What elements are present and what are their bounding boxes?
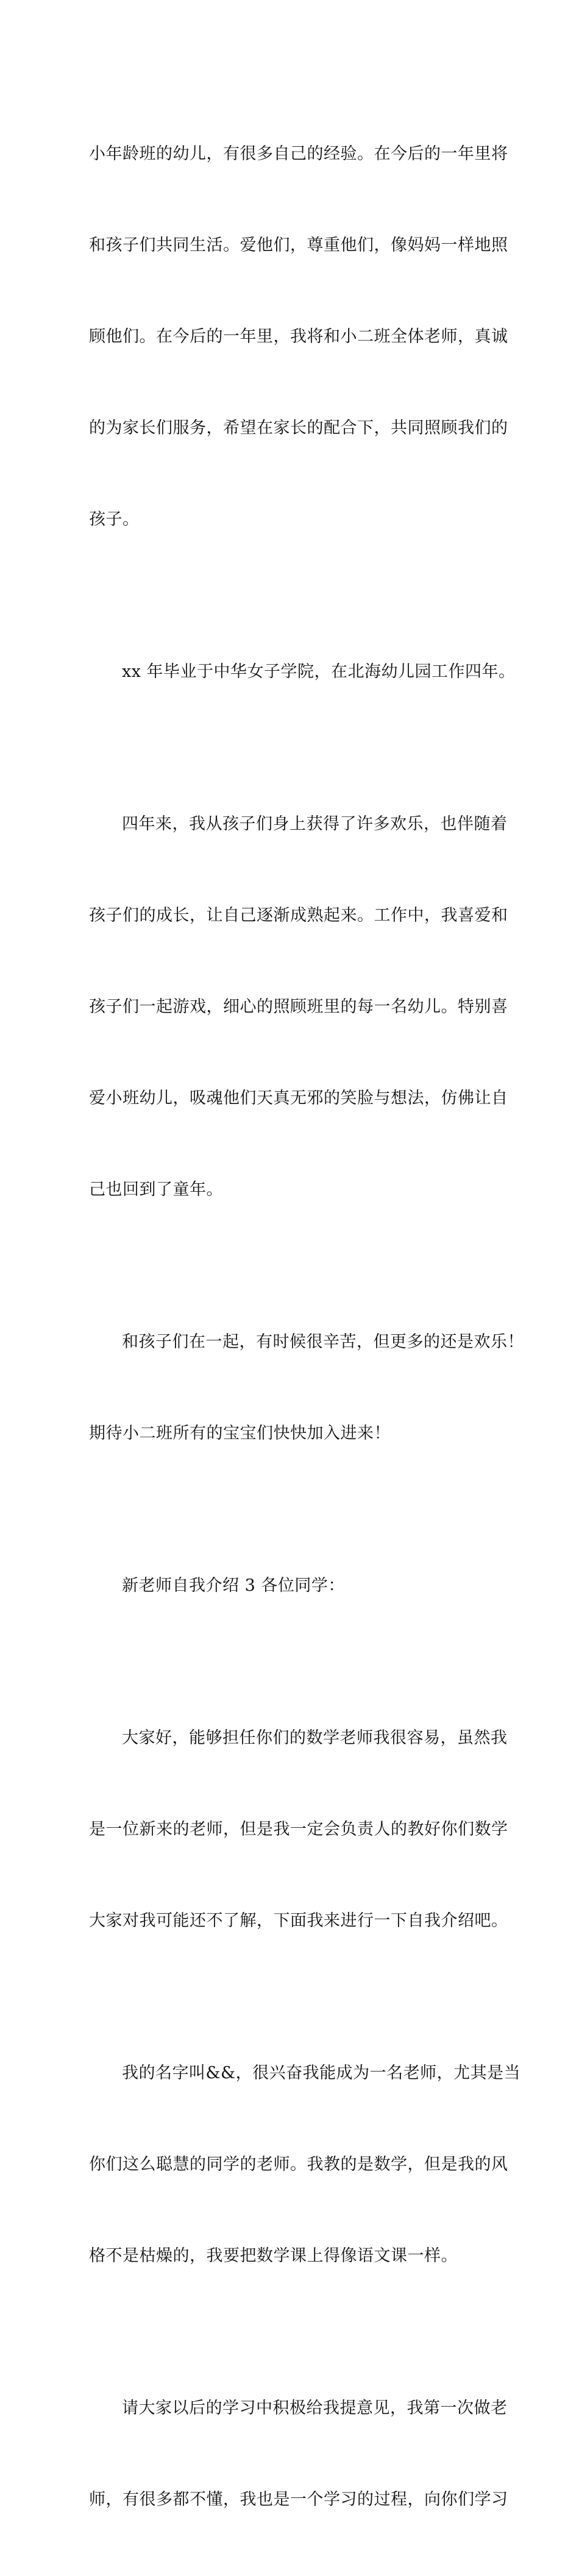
text-line: 我的名字叫&&，很兴奋我能成为一名老师，尤其是当 (122, 2064, 521, 2082)
text-line: 孩子。 (89, 510, 140, 529)
paragraph (89, 2332, 510, 2576)
text-line: 爱小班幼儿，吸魂他们天真无邪的笑脸与想法，仿佛让自 (89, 1089, 508, 1108)
text-line: 己也回到了童年。 (89, 1180, 223, 1199)
text-line: 的为家长们服务，希望在家长的配合下，共同照顾我们的 (89, 419, 508, 437)
paragraph (89, 1662, 510, 1997)
text-line: 师，有很多都不懂，我也是一个学习的过程，向你们学习 (89, 2490, 508, 2509)
paragraph (89, 1510, 510, 1662)
paragraph (89, 1997, 521, 2332)
text-line: 四年来，我从孩子们身上获得了许多欢乐，也伴随着 (122, 815, 508, 833)
paragraph (89, 596, 516, 748)
text-line: 你们这么聪慧的同学的老师。我教的是数学，但是我的风 (89, 2155, 508, 2174)
document-body (89, 78, 524, 2576)
text-line: 期待小二班所有的宝宝们快快加入进来！ (89, 1424, 391, 1443)
paragraph (89, 748, 510, 1266)
paragraph (89, 1266, 524, 1510)
text-line: 小年龄班的幼儿，有很多自己的经验。在今后的一年里将 (89, 144, 508, 163)
section-heading: 新老师自我介绍 3 各位同学： (122, 1576, 345, 1595)
text-line: 孩子们的成长，让自己逐渐成熟起来。工作中，我喜爱和 (89, 906, 508, 925)
paragraph (89, 78, 510, 596)
text-line: 孩子们一起游戏，细心的照顾班里的每一名幼儿。特别喜 (89, 997, 508, 1016)
text-line: 顾他们。在今后的一年里，我将和小二班全体老师，真诚 (89, 327, 508, 346)
text-line: 大家对我可能还不了解，下面我来进行一下自我介绍吧。 (89, 1911, 508, 1930)
text-line: 请大家以后的学习中积极给我提意见，我第一次做老 (122, 2399, 508, 2418)
text-line: 和孩子们在一起，有时候很辛苦，但更多的还是欢乐！ (122, 1332, 524, 1351)
text-line: 大家好，能够担任你们的数学老师我很容易，虽然我 (122, 1729, 508, 1747)
text-line: 是一位新来的老师，但是我一定会负责人的教好你们数学 (89, 1820, 508, 1839)
text-line: 格不是枯燥的，我要把数学课上得像语文课一样。 (89, 2246, 458, 2265)
text-line: xx 年毕业于中华女子学院，在北海幼儿园工作四年。 (122, 662, 516, 681)
text-line: 和孩子们共同生活。爱他们，尊重他们，像妈妈一样地照 (89, 236, 508, 255)
